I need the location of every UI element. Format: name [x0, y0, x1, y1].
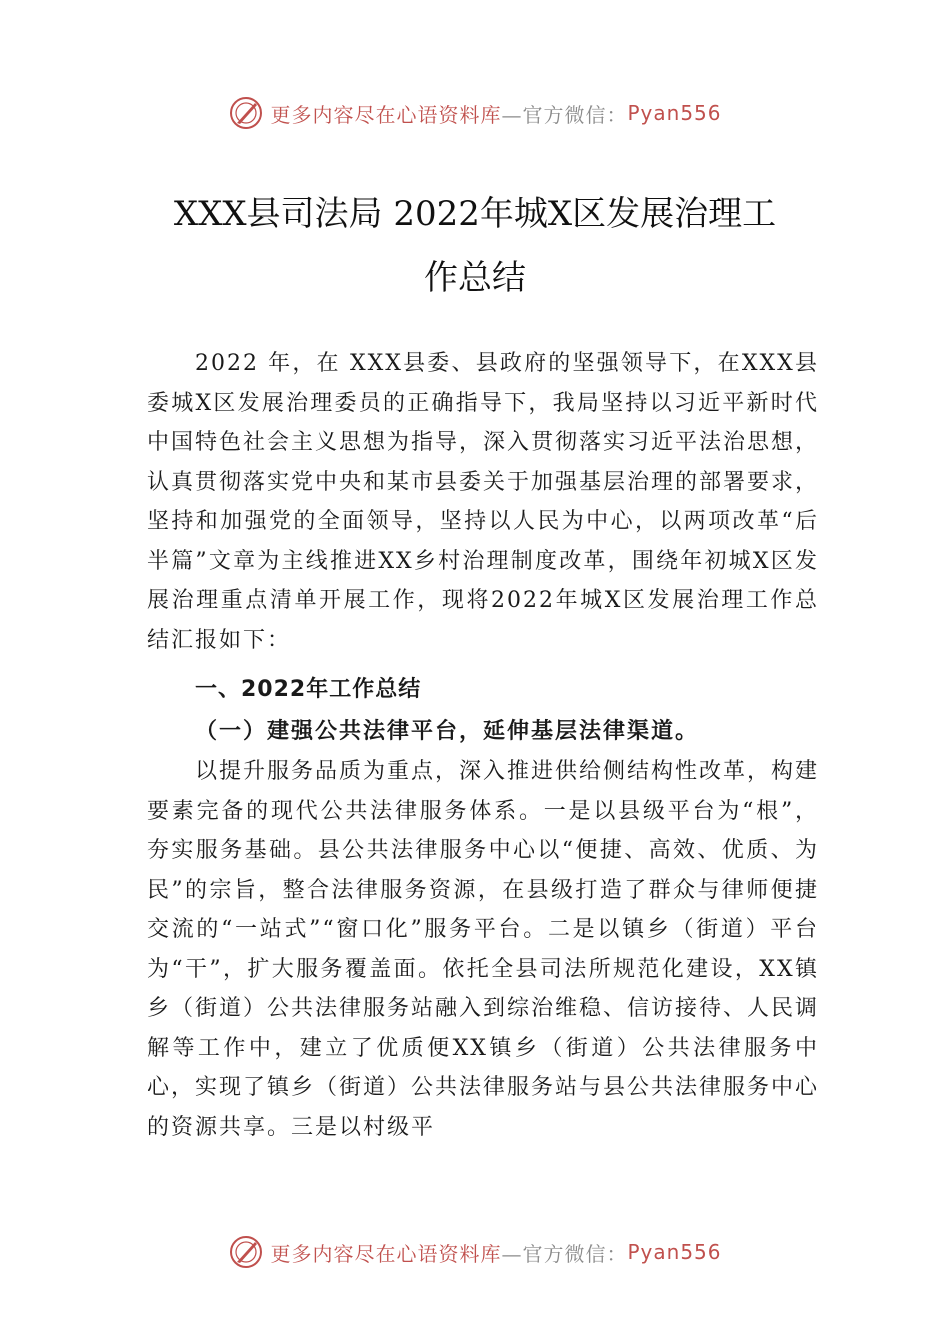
- section-heading: 一、2022年工作总结: [195, 677, 422, 702]
- watermark-handle: Pyan556: [627, 1240, 722, 1264]
- watermark-text: 更多内容尽在心语资料库: [270, 1241, 502, 1266]
- quill-seal-icon: [228, 1234, 264, 1270]
- watermark-handle: Pyan556: [627, 101, 722, 125]
- watermark-separator: —官方微信：: [501, 1241, 628, 1266]
- watermark-footer: [0, 1234, 950, 1270]
- quill-seal-icon: [228, 95, 264, 131]
- document-title-line1: XXX县司法局 2022年城X区发展治理工: [173, 194, 777, 234]
- watermark-text: 更多内容尽在心语资料库: [270, 102, 502, 127]
- intro-paragraph: 2022 年，在 XXX县委、县政府的坚强领导下，在XXX县委城X区发展治理委员的正确指导下，我局坚持以习近平新时代中国特色社会主义思想为指导，深入贯彻落实习近平法治思想，认真贯彻落实党中央和某市县委关于加强基层治理的部署要求，坚持和加强党的全面领导，坚持以人民为中心，以两项改革“后半篇”文章为主线推进XX乡村治理制度改革，围绕年初城X区发展治理重点清单开展工作，现将2022年城X区发展治理工作总结汇报如下：: [147, 351, 820, 653]
- watermark-header: [0, 95, 950, 131]
- document-title-line2: 作总结: [424, 258, 526, 298]
- body-paragraph: 以提升服务品质为重点，深入推进供给侧结构性改革，构建要素完备的现代公共法律服务体系。一是以县级平台为“根”，夯实服务基础。县公共法律服务中心以“便捷、高效、优质、为民”的宗旨，整合法律服务资源，在县级打造了群众与律师便捷交流的“一站式”“窗口化”服务平台。二是以镇乡（街道）平台为“干”，扩大服务覆盖面。依托全县司法所规范化建设，XX镇乡（街道）公共法律服务站融入到综治维稳、信访接待、人民调解等工作中，建立了优质便XX镇乡（街道）公共法律服务中心，实现了镇乡（街道）公共法律服务站与县公共法律服务中心的资源共享。三是以村级平: [147, 759, 820, 1140]
- watermark-separator: —官方微信：: [501, 102, 628, 127]
- subsection-heading: （一）建强公共法律平台，延伸基层法律渠道。: [195, 718, 700, 744]
